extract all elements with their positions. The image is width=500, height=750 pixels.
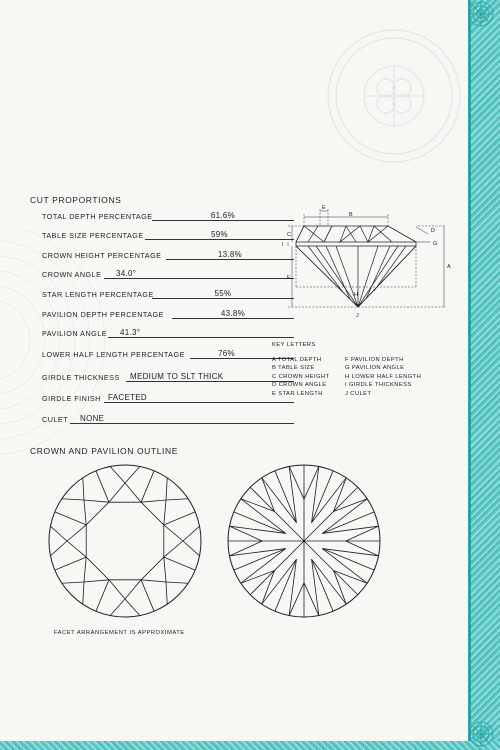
key-total-depth: A TOTAL DEPTH xyxy=(272,357,322,363)
star-length-label: STAR LENGTH PERCENTAGE xyxy=(42,290,154,299)
pavilion-angle-value: 41.3° xyxy=(108,328,294,338)
total-depth-row xyxy=(42,211,236,221)
decorative-border-bottom xyxy=(0,741,500,750)
key-letter-b: B xyxy=(349,212,353,218)
key-letters-left xyxy=(272,356,329,398)
culet-row xyxy=(42,414,105,424)
crown-angle-value: 34.0° xyxy=(104,269,294,279)
key-letter-f: F xyxy=(287,275,291,281)
star-length-value: 55% xyxy=(152,289,294,299)
key-letter-e: E xyxy=(322,205,326,211)
outline-heading: CROWN AND PAVILION OUTLINE xyxy=(30,446,178,456)
key-letter-i: I xyxy=(282,242,284,248)
key-girdle-thickness: I GIRDLE THICKNESS xyxy=(345,382,412,389)
crown-angle-label: CROWN ANGLE xyxy=(42,270,102,279)
pavilion-angle-label: PAVILION ANGLE xyxy=(42,329,108,338)
culet-label: CULET xyxy=(42,415,69,424)
pavilion-depth-label: PAVILION DEPTH PERCENTAGE xyxy=(42,310,164,319)
key-culet: J CULET xyxy=(345,390,372,397)
key-crown-angle: D CROWN ANGLE xyxy=(272,382,327,389)
diamond-profile-diagram xyxy=(268,205,453,325)
table-size-row xyxy=(42,230,228,240)
girdle-thickness-label: GIRDLE THICKNESS xyxy=(42,373,120,382)
lower-half-label: LOWER HALF LENGTH PERCENTAGE xyxy=(42,350,185,359)
key-pavilion-depth: F PAVILION DEPTH xyxy=(345,357,404,363)
culet-value: NONE xyxy=(70,414,294,424)
key-letter-h: H xyxy=(354,292,358,298)
decorative-border-line xyxy=(468,0,471,750)
rosette-top xyxy=(462,0,500,38)
key-table-size: B TABLE SIZE xyxy=(272,365,315,372)
girdle-thickness-row xyxy=(42,372,224,382)
embossed-seal xyxy=(324,26,464,166)
star-length-row xyxy=(42,289,232,299)
girdle-thickness-value: MEDIUM TO SLT THICK xyxy=(126,372,294,382)
crown-angle-row xyxy=(42,269,137,279)
lower-half-row xyxy=(42,349,235,359)
key-letter-c: C xyxy=(287,232,291,238)
key-pavilion-angle: G PAVILION ANGLE xyxy=(345,365,405,372)
facet-note: FACET ARRANGEMENT IS APPROXIMATE xyxy=(54,630,185,636)
table-size-label: TABLE SIZE PERCENTAGE xyxy=(42,231,144,240)
lower-half-value: 76% xyxy=(190,349,294,359)
pavilion-depth-value: 43.8% xyxy=(172,309,294,319)
pavilion-angle-row xyxy=(42,328,141,338)
table-size-value: 59% xyxy=(145,230,294,240)
key-letters-heading: KEY LETTERS xyxy=(272,342,316,348)
key-letter-a: A xyxy=(447,264,451,270)
key-lower-half-length: H LOWER HALF LENGTH xyxy=(345,373,422,380)
rosette-bottom xyxy=(462,712,500,750)
cut-proportions-heading: CUT PROPORTIONS xyxy=(30,195,122,205)
crown-height-row xyxy=(42,250,243,260)
key-star-length: E STAR LENGTH xyxy=(272,390,323,397)
key-crown-height: C CROWN HEIGHT xyxy=(272,373,330,380)
girdle-finish-row xyxy=(42,393,147,403)
pavilion-depth-row xyxy=(42,309,246,319)
key-letter-d: D xyxy=(431,228,435,234)
key-letters-right xyxy=(345,356,421,398)
key-letter-g: G xyxy=(433,241,438,247)
guilloche-pattern xyxy=(0,230,120,460)
crown-facet-diagram xyxy=(46,462,204,620)
total-depth-value: 61.6% xyxy=(152,211,294,221)
pavilion-facet-diagram xyxy=(225,462,383,620)
girdle-finish-label: GIRDLE FINISH xyxy=(42,394,101,403)
crown-height-label: CROWN HEIGHT PERCENTAGE xyxy=(42,251,162,260)
key-letter-j: J xyxy=(356,313,359,319)
girdle-finish-value: FACETED xyxy=(104,393,294,403)
total-depth-label: TOTAL DEPTH PERCENTAGE xyxy=(42,212,153,221)
crown-height-value: 13.8% xyxy=(166,250,294,260)
decorative-border-right xyxy=(468,0,500,750)
